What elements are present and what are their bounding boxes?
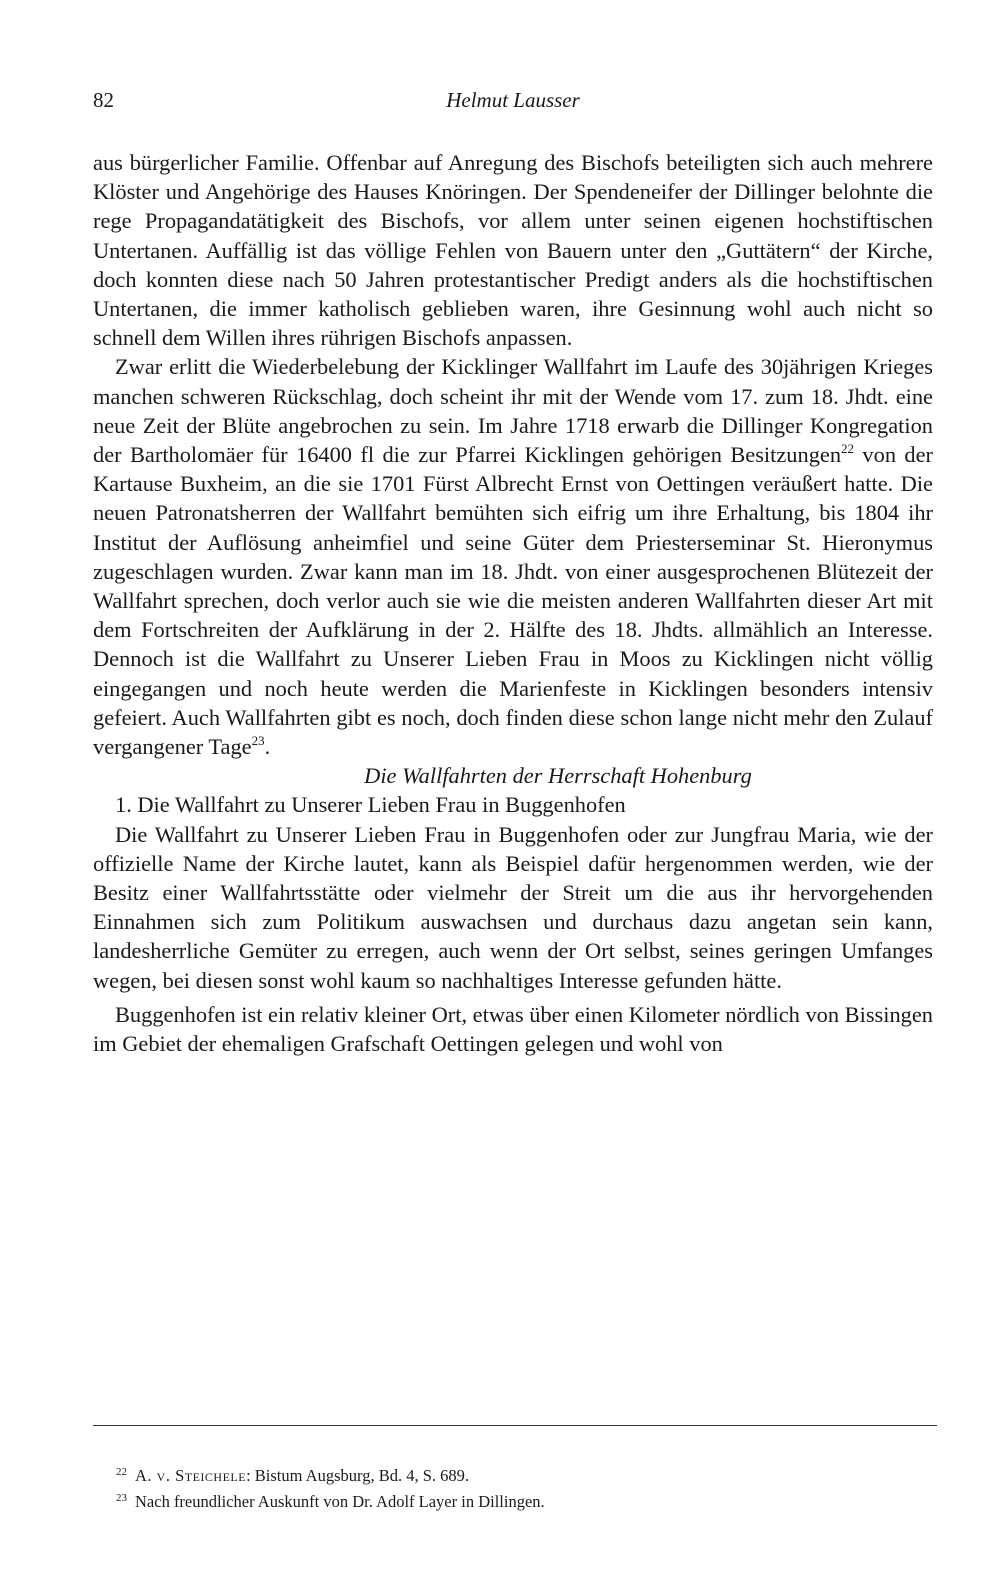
footnote-ref-23: 23 [251,733,265,749]
body-text [93,148,933,1058]
page-number: 82 [93,88,114,112]
footnote-author: A. v. Steichele [135,1466,247,1485]
footnote-mark: 22 [116,1466,127,1478]
paragraph-1: aus bürgerlicher Familie. Offenbar auf Anregung des Bischofs beteiligten sich auch mehrere Klöster und Angehörige des Hauses Knöringen. Der Spendeneifer der Dillinger belohnte die rege Propagandatätigkeit des Bischofs, vor allem unter seinen eigenen hochstiftischen Untertanen. Auffällig ist das völlige Fehlen von Bauern unter den „Guttätern“ der Kirche, doch konnten diese nach 50 Jahren protestantischer Predigt anders als die hochstiftischen Untertanen, die immer katholisch geblieben waren, ihre Gesinnung wohl auch nicht so schnell dem Willen ihres rührigen Bischofs anpassen. [93,150,933,351]
section-title: Die Wallfahrten der Herrschaft Hohenburg [364,763,752,789]
footnote-text: Nach freundlicher Auskunft von Dr. Adolf Layer in Dillingen. [135,1492,545,1511]
footnote-ref-22: 22 [841,441,855,457]
page-header [93,88,933,118]
paragraph-2-part-a: Zwar erlitt die Wiederbelebung der Kicklinger Wallfahrt im Laufe des 30jährigen Krieges manchen schweren Rückschlag, doch scheint ihr mit der Wende vom 17. zum 18. Jhdt. eine neue Zeit der Blüte angebrochen zu sein. Im Jahre 1718 erwarb die Dillinger Kongregation der Bartholomäer für 16400 fl die zur Pfarrei Kicklingen gehörigen Besitzungen [93,354,933,468]
paragraph-2 [93,352,933,761]
paragraph-2-part-b: von der Kartause Buxheim, an die sie 1701 Fürst Albrecht Ernst von Oettingen veräußert hatte. Die neuen Patronatsherren der Wallfahrt bemühten sich eifrig um ihre Erhaltung, bis 1804 ihr Institut der Auflösung anheimfiel und seine Güter dem Priesterseminar St. Hieronymus zugeschlagen wurden. Zwar kann man im 18. Jhdt. von einer ausgesprochenen Blütezeit der Wallfahrt sprechen, doch verlor auch sie wie die meisten anderen Wallfahrten dieser Art mit dem Fortschreiten der Aufklärung in der 2. Hälfte des 18. Jhdts. allmählich an Interesse. Dennoch ist die Wallfahrt zu Unserer Lieben Frau in Moos zu Kicklingen nicht völlig eingegangen und noch heute werden die Marienfeste in Kicklingen besonders intensiv gefeiert. Auch Wallfahrten gibt es noch, doch finden diese schon lange nicht mehr den Zulauf vergangener Tage [93,442,934,760]
footnote-text: : Bistum Augsburg, Bd. 4, S. 689. [246,1466,470,1485]
subsection-heading: 1. Die Wallfahrt zu Unserer Lieben Frau in Buggenhofen [115,792,626,818]
footnote-divider [93,1425,937,1426]
paragraph-4: Buggenhofen ist ein relativ kleiner Ort, etwas über einen Kilometer nördlich von Bissingen im Gebiet der ehemaligen Grafschaft Oettingen gelegen und wohl von [93,1001,933,1057]
paragraph-2-end: . [264,734,271,760]
footnote-22 [116,1461,916,1487]
footnote-23 [116,1487,916,1513]
paragraph-3: Die Wallfahrt zu Unserer Lieben Frau in Buggenhofen oder zur Jungfrau Maria, wie der offizielle Name der Kirche lautet, kann als Beispiel dafür hergenommen werden, wie der Besitz einer Wallfahrtsstätte oder vielmehr der Streit um die aus ihr hervorgehenden Einnahmen sich zum Politikum auswachsen und durchaus dazu angetan sein kann, landesherrliche Gemüter zu erregen, auch wenn der Ort selbst, seines geringen Umfanges wegen, bei diesen sonst wohl kaum so nachhaltiges Interesse gefunden hätte. [93,821,933,993]
footnotes [116,1461,916,1513]
footnote-mark: 23 [116,1492,127,1504]
running-head: Helmut Lausser [446,88,580,112]
